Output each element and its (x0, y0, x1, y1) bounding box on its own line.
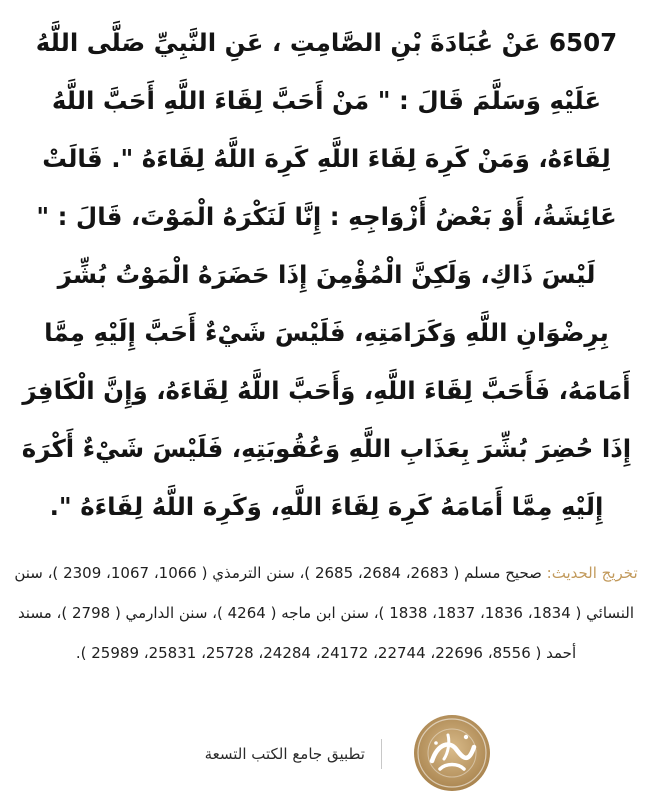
muhammad-calligraphy-logo-icon (412, 713, 492, 793)
takhrij-section (14, 553, 638, 673)
app-name: تطبيق جامع الكتب التسعة (204, 745, 365, 763)
footer-divider (381, 739, 382, 769)
footer (0, 713, 653, 793)
hadith-body: عَنْ عُبَادَةَ بْنِ الصَّامِتِ ، عَنِ النَّبِيِّ صَلَّى اللَّهُ عَلَيْهِ وَسَلَّمَ قَالَ : " مَنْ أَحَبَّ لِقَاءَ اللَّهِ أَحَبَّ اللَّهُ لِقَاءَهُ، وَمَنْ كَرِهَ لِقَاءَ اللَّهِ كَرِهَ اللَّهُ لِقَاءَهُ ". قَالَتْ عَائِشَةُ، أَوْ بَعْضُ أَزْوَاجِهِ : إِنَّا لَنَكْرَهُ الْمَوْتَ، قَالَ : " لَيْسَ ذَاكِ، وَلَكِنَّ الْمُؤْمِنَ إِذَا حَضَرَهُ الْمَوْتُ بُشِّرَ بِرِضْوَانِ اللَّهِ وَكَرَامَتِهِ، فَلَيْسَ شَيْءٌ أَحَبَّ إِلَيْهِ مِمَّا أَمَامَهُ، فَأَحَبَّ لِقَاءَ اللَّهِ، وَأَحَبَّ اللَّهُ لِقَاءَهُ، وَإِنَّ الْكَافِرَ إِذَا حُضِرَ بُشِّرَ بِعَذَابِ اللَّهِ وَعُقُوبَتِهِ، فَلَيْسَ شَيْءٌ أَكْرَهَ إِلَيْهِ مِمَّا أَمَامَهُ كَرِهَ لِقَاءَ اللَّهِ، وَكَرِهَ اللَّهُ لِقَاءَهُ ". (21, 28, 632, 521)
hadith-text (16, 14, 637, 536)
takhrij-text: صحيح مسلم ( 2683، 2684، 2685 )، سنن الترمذي ( 1066، 1067، 2309 )، سنن النسائي ( 1834، 1836، 1837، 1838 )، سنن ابن ماجه ( 4264 )، سنن الدارمي ( 2798 )، مسند أحمد ( 8556، 22696، 22744، 24172، 24284، 25728، 25831، 25989 ). (14, 564, 635, 662)
takhrij-label: تخريج الحديث: (546, 564, 638, 582)
hadith-number: 6507 (549, 28, 618, 57)
